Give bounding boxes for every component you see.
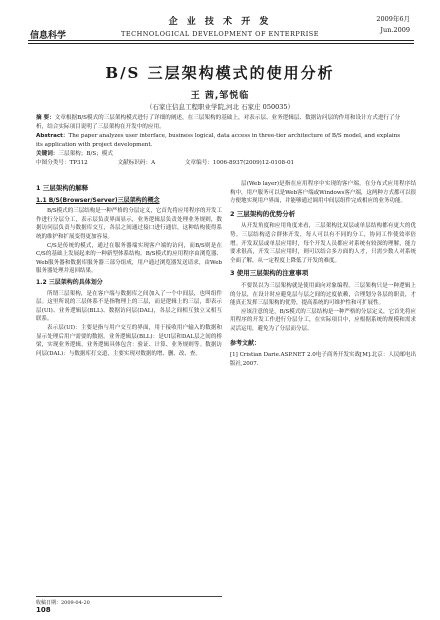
paragraph: 所谓三层架构，是在客户端与数据库之间加入了一个中间层，也叫组件层。这里所说的三层体系不是指物理上的三层，而是逻辑上的三层，即表示层(UI)、业务逻辑层(BLL)、数据访问层(DAL)，各层之间相互独立又相互联系。 xyxy=(36,290,222,323)
header-rule xyxy=(28,40,414,41)
keywords: 关键词：三层架构；B/S；模式 xyxy=(36,151,113,157)
paragraph: 应该注意的是，B/S模式的三层结构是一种严格的分层定义，它首先将应用程序的开发工作进行分层分工，在实际项目中，应根据系统的规模和需求灵活运用，避免为了分层而分层。 xyxy=(230,308,416,332)
footnote: 收稿日期：2009-04-20 xyxy=(36,596,222,606)
journal-title-cn: 企 业 技 术 开 发 xyxy=(168,17,272,27)
journal-title-en: TECHNOLOGICAL DEVELOPMENT OF ENTERPRISE xyxy=(121,30,319,38)
article-title: B/S 三层架构模式的使用分析 xyxy=(105,64,335,82)
section-1-1-heading: 1.1 B/S(Browser/Server)三层架构的概念 xyxy=(36,196,160,204)
article-number: 文章编号：1006-8937(2009)12-0108-01 xyxy=(184,160,295,166)
section-label: 信息科学 xyxy=(30,31,67,41)
authors: 王 茜,邹悦临 xyxy=(190,91,250,101)
issue-date-cn: 2009年6月 xyxy=(376,15,410,23)
page-header xyxy=(0,0,440,46)
paragraph: C/S是传统的模式，通过在服务器端实现客户端的访问，而B/S则是在C/S的基础上发展起来的一种新型体系结构。B/S模式的应用程序由浏览器、Web服务器和数据库服务器三部分组成，用户通过浏览器发送请求，由Web服务器处理并返回结果。 xyxy=(36,242,222,275)
document-code: 文献标识码：A xyxy=(117,160,156,166)
right-column xyxy=(230,180,416,370)
paragraph: 从开发角度和应用角度来看，三层架构比双层或单层结构都有更大的优势。三层结构适合群体开发，每人可以有不同的分工，协同工作使效率倍增。开发双层或单层应用时，每个开发人员都应对系统有较深的理解，能力要求很高，开发三层应用时，则可以结合多方面的人才，只需少数人对系统全面了解，从一定程度上降低了开发的难度。 xyxy=(230,223,416,264)
page-number: 108 xyxy=(36,606,51,614)
abstract-en: Abstract：The paper analyzes user interface, business logical, data access in three-tier architecture of B/S model, and explains its application with project development. xyxy=(36,133,401,148)
section-1-heading: 1 三层架构的解释 xyxy=(36,184,89,192)
header-rule-thin xyxy=(28,43,414,44)
section-1-2-heading: 1.2 三层架构的具体划分 xyxy=(36,278,103,286)
left-column xyxy=(36,180,222,358)
paragraph: B/S模式的三层结构是一种严格的分层定义，它首先将应用程序的开发工作进行分层分工，表示层负责界面显示，业务逻辑层负责处理业务规则，数据访问层负责与数据库交互，各层之间通过接口进行通信，这种结构使得系统的维护和扩展变得更加容易。 xyxy=(36,208,222,240)
paragraph: 表示层(UI)：主要是指与用户交互的界面，用于接收用户输入的数据和显示处理后用户需要的数据。业务逻辑层(BLL)：是UI层和DAL层之间的桥梁，实现业务逻辑，业务逻辑具体包含：验证、计算、业务规则等。数据访问层(DAL)：与数据库打交道，主要实现对数据的增、删、改、查。 xyxy=(36,324,222,357)
paragraph: 层(Web layer)是指在应用程序中实现的客户端，在分布式应用程序结构中，用户服务可以是Web客户端或Windows客户端，这两种方式都可以很方便地实现用户界面，并能够通过调用中间层组件完成相应的业务功能。 xyxy=(230,181,416,205)
paragraph: 不要误以为三层架构就是使用面向对象编程。三层架构只是一种逻辑上的分层，在设计时应避免层与层之间的过度依赖，合理划分各层的职责，才能真正发挥三层架构的优势，提高系统的可维护性和可扩展性。 xyxy=(230,282,416,307)
abstract-cn: 摘 要：文章根据B/S模式的三层架构模式进行了详细的阐述，在三层架构的基础上，对表示层、业务逻辑层、数据访问层的作用和设计方式进行了分析，结合实际项目说明了三层架构在开发中的应用。 xyxy=(36,115,401,130)
issue-date xyxy=(376,14,410,36)
references-heading: 参考文献： xyxy=(230,339,261,347)
affiliation: （石家庄信息工程职业学院,河北 石家庄 050035） xyxy=(145,103,294,111)
journal-title xyxy=(120,14,320,38)
clc-number: 中图分类号：TP312 xyxy=(36,160,88,166)
reference-item: [1] Cristian Darie.ASP.NET 2.0电子商务开发实战[M].北京：人民邮电出版社,2007. xyxy=(230,352,416,367)
article-meta xyxy=(36,158,408,166)
abstract xyxy=(36,114,408,159)
section-3-heading: 3 使用三层架构的注意事项 xyxy=(230,269,309,278)
issue-date-en: Jun.2009 xyxy=(380,26,410,34)
section-2-heading: 2 三层架构的优势分析 xyxy=(230,209,296,218)
